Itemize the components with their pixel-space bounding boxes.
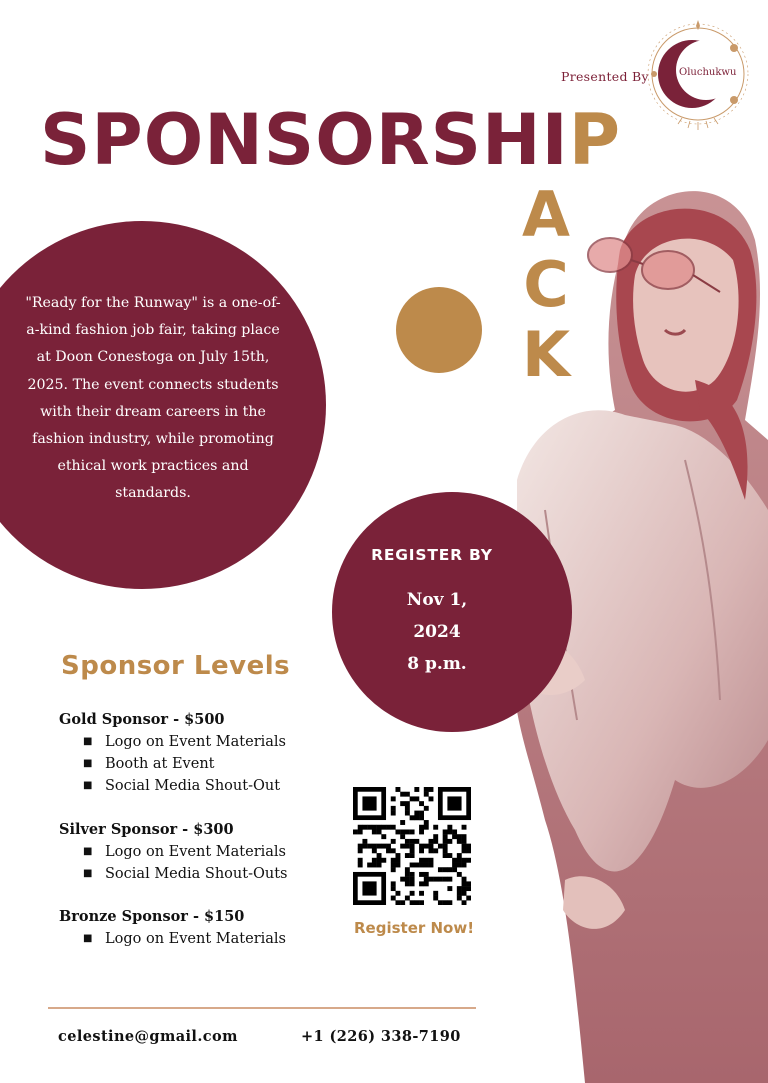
- footer-divider: [48, 1007, 476, 1009]
- benefit-text: Social Media Shout-Out: [105, 778, 281, 794]
- bullet-icon: ■: [83, 933, 93, 944]
- register-time-line: 8 p.m.: [407, 654, 467, 674]
- bullet-icon: ■: [83, 868, 93, 879]
- title-main: SPONSORSHI: [40, 99, 569, 181]
- tier-name: Bronze Sponsor - $150: [59, 908, 245, 925]
- register-year-line: 2024: [413, 622, 461, 642]
- bullet-icon: ■: [83, 780, 93, 791]
- bullet-icon: ■: [83, 846, 93, 857]
- decorative-gold-circle: [396, 287, 482, 373]
- benefit-text: Logo on Event Materials: [105, 844, 286, 860]
- title-letter-a: A: [522, 178, 570, 251]
- logo-text: Oluchukwu: [679, 67, 737, 78]
- presented-by-label: Presented By: [561, 69, 649, 84]
- title-letter-k: K: [521, 318, 571, 391]
- list-item: [59, 753, 286, 775]
- register-now-link[interactable]: Register Now!: [354, 919, 475, 937]
- contact-email[interactable]: celestine@gmail.com: [58, 1028, 238, 1045]
- register-deadline: [362, 584, 512, 680]
- register-date-line: Nov 1,: [406, 590, 468, 610]
- benefit-text: Logo on Event Materials: [105, 734, 286, 750]
- benefit-text: Logo on Event Materials: [105, 931, 286, 947]
- page-title: [40, 99, 621, 181]
- benefit-text: Booth at Event: [105, 756, 215, 772]
- sponsor-tier-silver: [59, 819, 287, 885]
- contact-phone[interactable]: +1 (226) 338-7190: [301, 1028, 461, 1045]
- benefit-text: Social Media Shout-Outs: [105, 866, 288, 882]
- list-item: [59, 775, 286, 797]
- list-item: [59, 841, 287, 863]
- sponsor-tier-gold: [59, 709, 286, 797]
- sponsor-levels-heading: Sponsor Levels: [61, 651, 291, 681]
- bullet-icon: ■: [83, 758, 93, 769]
- title-letter-p: P: [568, 99, 621, 181]
- sponsor-tier-bronze: [59, 906, 286, 950]
- list-item: [59, 863, 287, 885]
- qr-code-icon[interactable]: [353, 787, 471, 905]
- tier-name: Silver Sponsor - $300: [59, 821, 234, 838]
- bullet-icon: ■: [83, 736, 93, 747]
- list-item: [59, 731, 286, 753]
- tier-name: Gold Sponsor - $500: [59, 711, 225, 728]
- list-item: [59, 928, 286, 950]
- register-by-label: REGISTER BY: [371, 546, 493, 564]
- intro-description: "Ready for the Runway" is a one-of-a-kind fashion job fair, taking place at Doon Conestoga on July 15th, 2025. The event connects students with their dream careers in the fashion industry, while promoting ethical work practices and standards.: [25, 295, 281, 502]
- title-letter-c: C: [523, 248, 569, 321]
